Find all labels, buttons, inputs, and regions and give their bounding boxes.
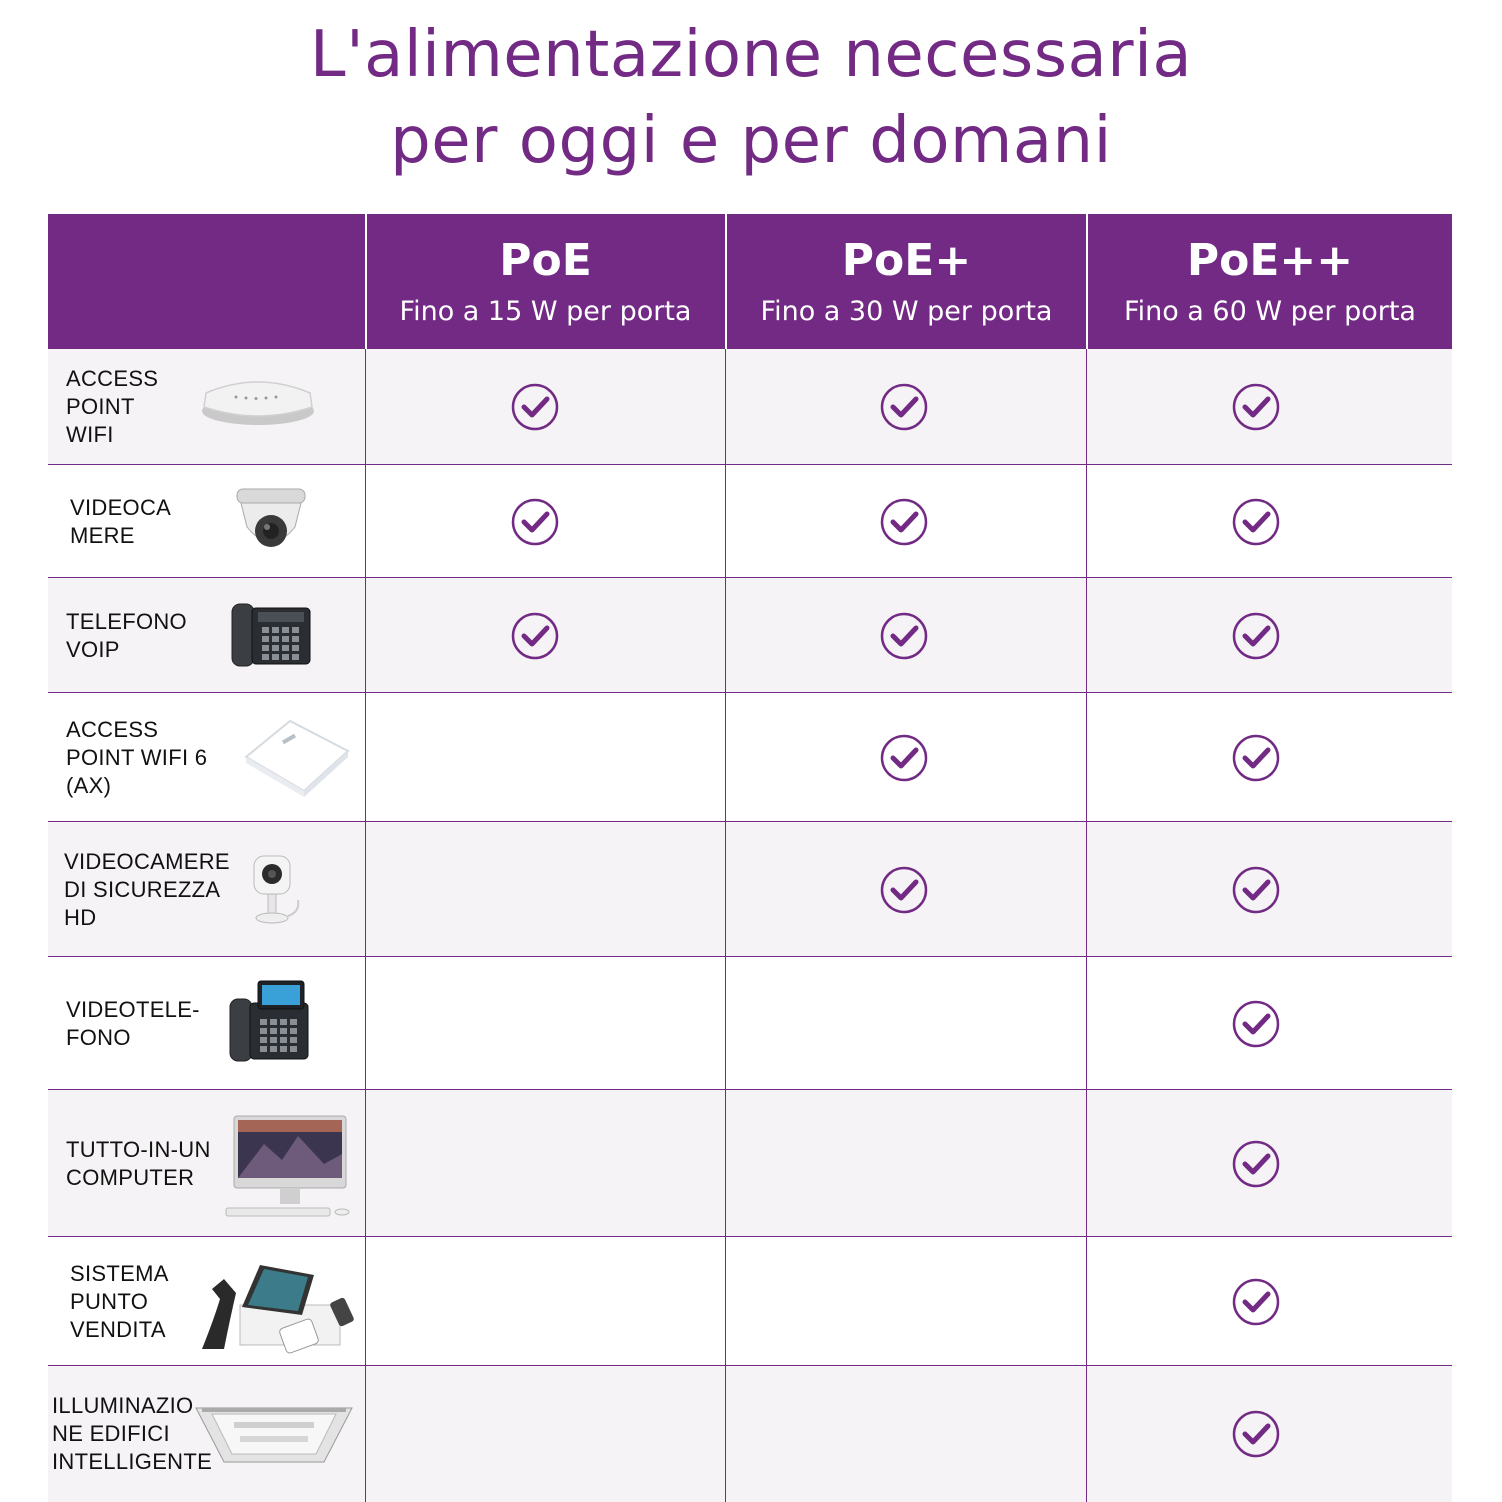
- check-icon: [1232, 1000, 1280, 1048]
- check-icon: [511, 498, 559, 546]
- check-icon: [1232, 498, 1280, 546]
- column-divider: [1086, 349, 1087, 1502]
- device-label-line: TELEFONO: [66, 609, 187, 634]
- column-divider: [725, 349, 726, 1502]
- check-icon: [1232, 383, 1280, 431]
- point-of-sale-icon: [194, 1259, 354, 1360]
- check-icon: [880, 498, 928, 546]
- device-label-line: ACCESS: [66, 366, 159, 391]
- table-row: [48, 578, 1452, 693]
- title-line-2: per oggi e per domani: [390, 104, 1112, 178]
- check-icon: [1232, 1140, 1280, 1188]
- table-row: [48, 1366, 1452, 1502]
- device-label-line: VOIP: [66, 637, 120, 662]
- check-icon: [1232, 1278, 1280, 1326]
- device-label-line: VIDEOCAMERE: [64, 849, 230, 874]
- column-divider: [365, 349, 366, 1502]
- page-title: [0, 12, 1502, 184]
- table-row: [48, 957, 1452, 1090]
- check-icon: [880, 383, 928, 431]
- device-label-line: SISTEMA: [70, 1261, 169, 1286]
- device-label: [70, 1260, 169, 1344]
- all-in-one-computer-icon: [224, 1114, 354, 1225]
- device-label-line: DI SICUREZZA: [64, 877, 221, 902]
- device-label-line: PUNTO: [70, 1289, 149, 1314]
- header-divider: [365, 214, 367, 349]
- access-point-icon: [198, 371, 318, 436]
- device-label-line: MERE: [70, 523, 135, 548]
- dome-camera-icon: [231, 487, 311, 562]
- device-label: [52, 1392, 212, 1476]
- device-label-line: WIFI: [66, 422, 114, 447]
- device-label: [70, 494, 171, 550]
- device-label-line: VENDITA: [70, 1317, 166, 1342]
- device-label-line: HD: [64, 905, 97, 930]
- check-icon: [880, 612, 928, 660]
- table-row: [48, 349, 1452, 465]
- column-name: PoE+: [841, 235, 972, 286]
- device-label-line: COMPUTER: [66, 1165, 195, 1190]
- header-divider: [1086, 214, 1088, 349]
- smart-lighting-icon: [194, 1400, 354, 1475]
- check-icon: [880, 866, 928, 914]
- title-line-1: L'alimentazione necessaria: [309, 18, 1193, 92]
- column-header-poe: [366, 214, 725, 349]
- table-row: [48, 1090, 1452, 1237]
- column-subtitle: Fino a 15 W per porta: [399, 296, 692, 327]
- check-icon: [511, 383, 559, 431]
- check-icon: [1232, 734, 1280, 782]
- video-phone-icon: [228, 979, 310, 1068]
- table-row: [48, 693, 1452, 822]
- check-icon: [1232, 866, 1280, 914]
- column-subtitle: Fino a 60 W per porta: [1124, 296, 1416, 327]
- device-label-line: INTELLIGENTE: [52, 1449, 213, 1474]
- device-label-line: TUTTO-IN-UN: [66, 1137, 211, 1162]
- table-row: [48, 1237, 1452, 1366]
- device-label-line: VIDEOCA: [70, 495, 172, 520]
- device-label-line: ILLUMINAZIO: [52, 1393, 194, 1418]
- device-label: [64, 848, 230, 932]
- check-icon: [511, 612, 559, 660]
- column-name: PoE++: [1186, 235, 1354, 286]
- voip-phone-icon: [230, 600, 312, 673]
- table-header: [48, 214, 1452, 349]
- column-subtitle: Fino a 30 W per porta: [760, 296, 1053, 327]
- device-label: [66, 365, 158, 449]
- column-header-poe-plus-plus: [1088, 214, 1452, 349]
- device-label: [66, 996, 200, 1052]
- device-label-line: POINT: [66, 394, 135, 419]
- header-divider: [725, 214, 727, 349]
- check-icon: [880, 734, 928, 782]
- column-name: PoE: [499, 235, 592, 286]
- check-icon: [1232, 612, 1280, 660]
- table-row: [48, 465, 1452, 578]
- device-label: [66, 608, 187, 664]
- device-label: [66, 1136, 211, 1192]
- device-label-line: VIDEOTELE-: [66, 997, 200, 1022]
- device-label-line: ACCESS: [66, 717, 159, 742]
- access-point-wifi6-icon: [242, 717, 352, 802]
- device-label-line: POINT WIFI 6: [66, 745, 208, 770]
- table-row: [48, 822, 1452, 957]
- device-label: [66, 716, 207, 800]
- column-header-poe-plus: [727, 214, 1086, 349]
- security-camera-icon: [246, 852, 306, 933]
- device-label-line: (AX): [66, 773, 112, 798]
- check-icon: [1232, 1410, 1280, 1458]
- device-label-line: NE EDIFICI: [52, 1421, 170, 1446]
- device-label-line: FONO: [66, 1025, 131, 1050]
